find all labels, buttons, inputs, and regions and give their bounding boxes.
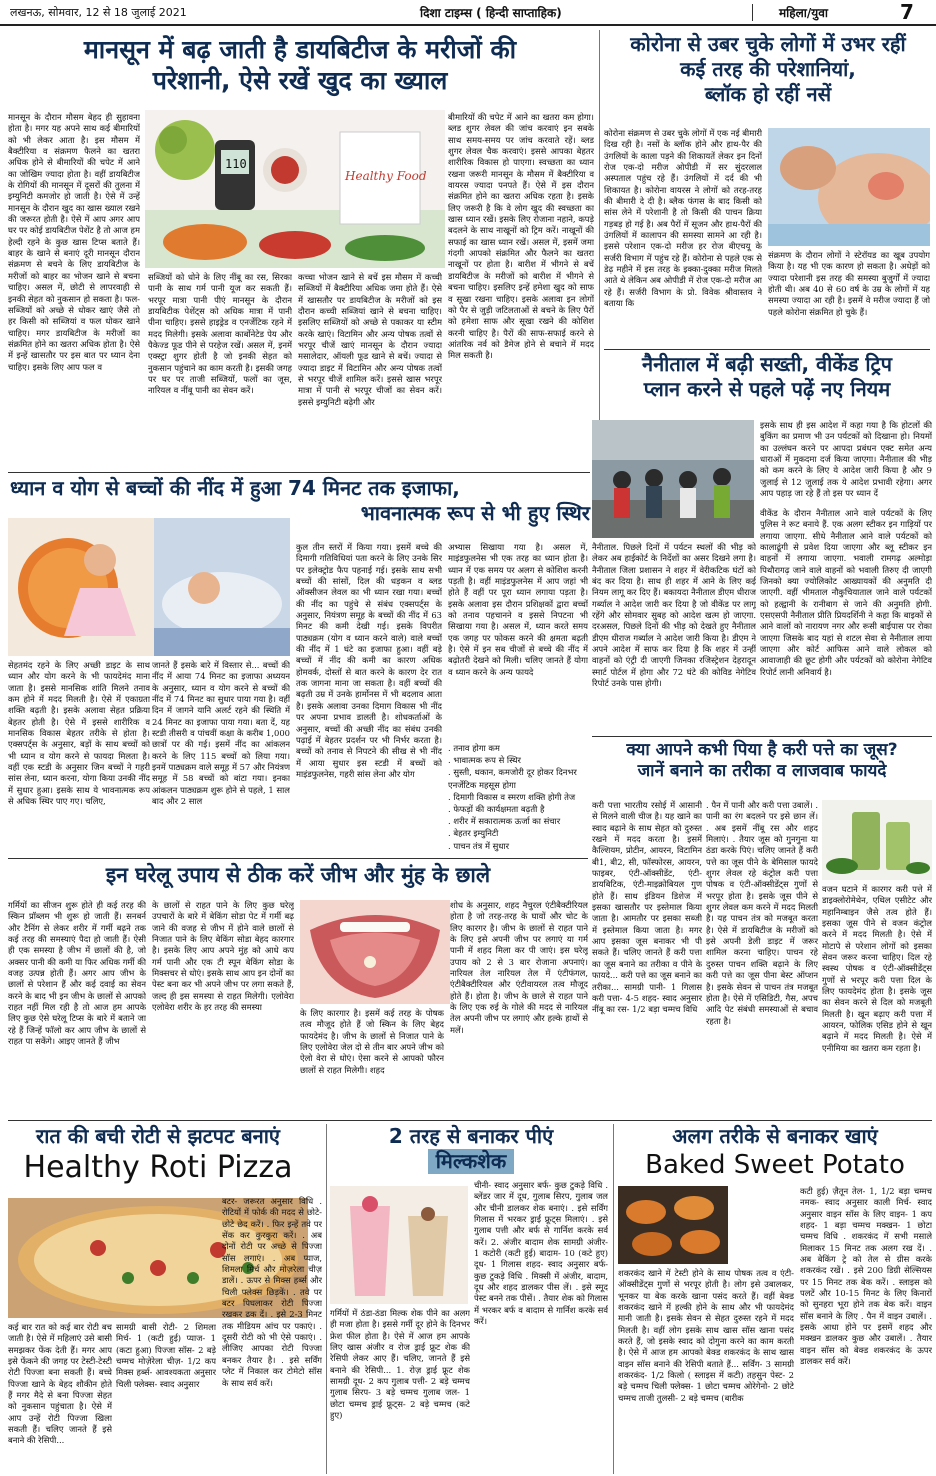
meditation-col-4 [448,542,588,854]
sweetpotato-headline: अलग तरीके से बनाकर खाएं Baked Sweet Potato [645,1124,905,1180]
milkshake-col-2: चीनी- स्वाद अनुसार बर्फ- कुछ टुकड़े विधि . ब्लेंडर जार में दूध, गुलाब सिरप, गुलाब जल और चीनी डालकर शेक बनाएं। . इसे सर्विंग गिलास में भरकर ड्राई फ्रूट्स मिलाएं। . इसे गुलाब पत्ती और बर्फ से गार्निश करके सर्व करें। 2. अंजीर बादाम शेक सामग्री अंजीर- 1 कटोरी (कटी हुई) बादाम- 10 (कटे हुए) दूध- 1 गिलास शहद- स्वाद अनुसार बर्फ- कुछ टुकड़े विधि . मिक्सी में अंजीर, बादाम, दूध और शहद डालकर पीस लें। . इसे स्मूद पेस्ट बनने तक पीसें। . तैयार शेक को गिलास में भरकर बर्फ व बादाम से गार्निश करके सर्व करें। [474,1180,608,1327]
meditation-col-4-text: अभ्यास सिखाया गया है। असल में, माइंडफुलनेस भी एक तरह का ध्यान होता है। ध्यान में एक समय पर अलग से कोशिश करनी पड़ती है। वहीं माइंडफुलनेस में आप जहां भी होते हैं वहीं पर पूरा ध्यान लगाया पड़ता है। इसके अलावा इस दौरान प्रशिक्षकों द्वारा बच्चों को तनाव पहचानने व इससे निपटना भी सिखाया गया है। असल में, ध्यान करते समय एक जगह पर फोकस करने की क्षमता बढ़ती है। ऐसे में इन सब चीजों से बच्चे की नींद में बढ़ोतरी देखने को मिली। चलिए जानते हैं योगा व ध्यान करने के अन्य फायदे [448,542,588,677]
nainital-headline: नैनीताल में बढ़ी सख्ती, वीकेंड ट्रिप प्लान करने से पहले पढ़ें नए नियम [641,352,892,401]
pizza-headline: रात की बची रोटी से झटपट बनाएं Healthy Roti Pizza [23,1124,293,1185]
meditation-col-3: कुल तीन स्तरों में किया गया। इसमें बच्चे की दिमागी गतिविधियां पता करने के लिए उनके सिर पर इलेक्ट्रोड फैप पहनाई गई। इसके साथ सभी बच्चों की सांसों, दिल की धड़कन व ब्लड ऑक्सीजन लेवल का भी ध्यान रखा गया। बच्चों की नींद का पहुंचे से संबंध एक्सपर्ट्स के अनुसार, नियंत्रण समूह के बच्चों की नींद में 63 मिनट की कमी देखी गई। इसके विपरीत पाठ्यक्रम (योग व ध्यान करने वाले) वाले बच्चों की नींद में 1 घंटे का इजाफा हुआ। वहीं बड़े बच्चों में नींद की कमी का कारण अधिक होमवर्क, दोस्तों से बात करने के कारण देर रात तक जागना माना जा सकता है। वहीं बच्चों की बढ़ती उम्र में उनके हार्मोनस में भी बदलाव आता है। इसके अलावा उनका दिमाग विकास भी नींद पर अपना प्रभाव डालती है। शोधकर्ताओं के अनुसार, बच्चों की अच्छी नींद का संबंध उनकी पढ़ाई में बेहतर प्रदर्शन पर भी निर्भर करता है। बच्चों को तनाव से निपटने की सीख से भी नींद में आया सुधार इस स्टडी में बच्चों को माइंडफुलनेस, गहरी सांस लेना और योग [296,542,442,779]
corona-bottom-rule [604,349,930,350]
issue-date: लखनऊ, सोमवार, 12 से 18 जुलाई 2021 [10,6,187,19]
ulcer-col-1: गर्मियों का सीजन शुरू होते ही कई तरह की स्किन प्रॉब्लम भी शुरू हो जाती हैं। सनबर्न और टैनिंग से लेकर शरीर में गर्मी बढ़ने तक कई तरह की समस्याएं पैदा हो जाती हैं। ऐसी ही एक समस्या है जीभ में छालों की है, जो अक्सर पानी की कमी या फिर अधिक गर्मी की वजह उत्पन्न होती हैं। अगर आप जीभ के छालों से परेशान हैं और कई दवाई का सेवन करने के बाद भी इन जीभ के छालों से आपको राहत नहीं मिल रही है तो आज हम आपके लिए कुछ ऐसे घरेलू टिप्स के बारे में बताने जा रहे हैं जिन्हें फॉलो कर आप जीभ के छालों से राहत पा सकेंगे। आइए जानते हैं जीभ [8,900,146,1047]
milkshake-col-1: गर्मियों में ठंडा-ठंडा मिल्क शेक पीने का अलग ही मजा होता है। इससे गर्मी दूर होने के दिनभर फ्रेश फील होता है। ऐसे में आज हम आपके लिए खास अंजीर व रोज ड्राई फ्रूट शेक की रेसिपी लेकर आए हैं। चलिए, जानते हैं इसे बनाने की रेसिपी... 1. रोज़ ड्राई फ्रूट शेक सामग्री दूध- 2 कप गुलाब पत्ती- 2 बड़े चम्मच गुलाब सिरप- 3 बड़े चम्मच गुलाब जल- 1 छोटा चम्मच ड्राई फ्रूट्स- 2 बड़े चम्मच (कटे हुए) [330,1308,470,1421]
benefit-item: . पाचन तंत्र में सुधार [448,840,510,851]
ulcer-col-2: के छालों से राहत पाने के लिए कुछ घरेलू उपचारों के बारे में बेकिंग सोडा पेट में गर्मी बढ़ जाने की वजह से जीभ में होने वाले छालों से निजात पाने के लिए बेकिंग सोडा बेहद कारगार है। इसके लिए आप अपने मुंह को आधे कप गर्म पानी और एक टी स्पून बेकिंग सोडा के मिक्सचर से धोएं। इसके साथ आप इन दोनों का पेस्ट बना कर भी अपने जीभ पर लगा सकते हैं, जल्द ही इस समस्या से राहत मिलेगी। एलोवेरा एलोवेरा शरीर के हर तरह की समस्या [152,900,294,1013]
corona-photo [768,128,930,246]
section-name: महिला/युवा [752,4,882,21]
meditation-photo [8,518,290,656]
tongue-photo [300,900,450,1004]
benefit-item: . तनाव होगा कम [448,743,500,753]
ulcer-col-4: शोध के अनुसार, शहद नैचुरल एंटीबैक्टीरियल होता है जो तरह-तरह के घावों और चोट के लिए कारगर है। जीभ के छालों से राहत पाने के लिए इसे अपनी जीभ पर लगाएं या गर्म पानी में शहद मिला कर पी जाएं। इस घरेलू उपाय को 2 से 3 बार रोजाना अपनाएं। नारियल तेल नारियल तेल में एंटीफंगल, एंटीबैक्टीरियल और एंटीवायरल तत्व मौजूद होते हैं। होता है। जीभ के छाले से राहत पाने के लिए एक रुई के गोले की मदद से नारियल तेल अपनी जीभ पर लगाएं और हल्के हाथों से मलें। [450,900,588,1035]
pizza-col-2: सामग्री बासी रोटी- 2 शिमला मिर्च- 1 (कटी हुई) प्याज- 1 (कटा हुआ) पिज्जा सॉस- 2 बड़े चम्मच मोज़ेरेला चीज़- 1/2 कप मिक्स हर्ब्स- आवश्यकता अनुसार चिली फ्लेक्स- स्वाद अनुसार [116,1322,216,1389]
ulcer-headline: इन घरेलू उपाय से ठीक करें जीभ और मुंह के छाले [105,863,491,887]
pizza-col-1: कई बार रात को कई बार रोटी बच जाती है। ऐसे में महिलाएं उसे बासी समझकर फेंक देती हैं। मगर आप इसे फेंकने की जगह पर टेस्टी-टेस्टी रोटी पिज्जा बना सकती हैं। बच्चे पिज्जा खाने के बेहद शौकीन होते हैं मगर मैदे से बना पिज्जा सेहत को नुकसान पहुंचाता है। ऐसे में आप उन्हें रोटी पिज्जा खिला सकती हैं। चलिए जानते हैं इसे बनाने की रेसिपी... [8,1322,112,1446]
meditation-col-2: जानते हैं इसके बारे में विस्तार से... बच्चों की नींद में आया 74 मिनट का इजाफा अध्ययन के अनुसार, ध्यान व योग करने से बच्चों की नींद में 74 मिनट का सुधार पाया गया है। वहीं दिन में जागने यानि अलर्ट रहने की स्थिति में 24 मिनट का इजाफा पाया गया। बता दें, यह स्टडी तीसरी व पांचवीं कक्षा के करीब 1,000 छात्रों पर की गई। इसमें नींद का आंकलन करने के लिए 115 बच्चों को लिया गया। इनमें पाठ्यक्रम वाले समूह में 57 और नियंत्रण समूह में 58 बच्चों को बांटा गया। इनका आंकलन पाठ्यक्रम शुरू होने से पहले, 1 साल बाद और 2 साल [152,660,290,807]
ulcer-col-3: के लिए कारगार है। इसमें कई तरह के पोषक तत्व मौजूद होते हैं जो स्किन के लिए बेहद फायदेमंद है। जीभ के छालों से निजात पाने के लिए एलोवेरा जेल दो से तीन बार अपने जीभ को ऐलो वेरा से धोएं। ऐसा करने से आपको फौरन छालों से राहत मिलेगी। शहद [300,1008,444,1075]
main-column-divider [599,30,600,470]
recipes-top-rule [8,1120,932,1121]
nainital-col-1: इसके साथ ही इस आदेश में कहा गया है कि होटलों की बुकिंग का प्रमाण भी उन पर्यटकों को दिखाना हो। नियमों का उल्लंघन करने पर आपदा प्रबंधन एक्ट समेत अन्य धाराओं में मुकदमा दर्ज किया जाएगा। नैनीताल की भीड़ को कम करने के लिए ये आदेश जारी किया है और 9 जुलाई से 12 जुलाई तक ये आदेश प्रभावी रहेगा। अगर आप पहाड़ जा रहे हैं तो इस पर ध्यान दें [760,420,932,499]
benefit-item: . बेहतर इम्युनिटी [448,828,499,839]
curry-headline: क्या आपने कभी पिया है करी पत्ते का जूस? जानें बनाने का तरीका व लाजवाब फायदे [626,740,898,782]
diabetes-headline: मानसून में बढ़ जाती है डायबिटीज के मरीजों की परेशानी, ऐसे रखें खुद का ख्याल [83,35,517,96]
pizza-divider [326,1124,327,1474]
meditation-headline: ध्यान व योग से बच्चों की नींद में हुआ 74 मिनट तक इजाफा, भावनात्मक रूप से भी हुए स्थिर [10,476,590,525]
newspaper-name: दिशा टाइम्स ( हिन्दी साप्ताहिक) [420,6,562,20]
nainital-photo [592,420,754,538]
diabetes-col-2: सब्जियों को धोने के लिए नींबू का रस, सिरका पानी के साथ गर्म पानी यूज कर सकती हैं। भरपूर मात्रा पानी पीएं मानसून के दौरान डायबिटीक पेशेंट्स को अधिक मात्रा में पानी पीना चाहिए। इससे हाइड्रेड व एनर्जेटिक रहने में मदद मिलेगी। इसके अलावा कार्बोनेटेड पेय और पैकेज्ड फूड पीने से परहेज रखें। असल में, इनमें एक्स्ट्रा शुगर होती है जो इनकी सेहत को नुकसान पहुंचाने का काम करती है। इसकी जगह पर घर पर ताजी सब्जियों, फलों का जूस, नारियल व नींबू पानी का सेवन करें। [148,272,292,396]
milkshake-headline: 2 तरह से बनाकर पीएं मिल्कशेक [388,1124,554,1173]
ulcer-top-rule [8,858,588,859]
nainital-col-3: वीकेंड के दौरान नैनीताल आने वाले पर्यटकों के लिए पुलिस ने रूट बनाये हैं. एक अलग स्टीकर इन गाड़ियों पर लगाया जाएगा. सीधे नैनीताल आने वाले पर्यटकों को कालाढूंगी से प्रवेश दिया जाएगा और ब्लू स्टीकर इन वाहनों में लगाया जाएगा. भवाली रामगढ़ अल्मोड़ा पिथौरागढ़ जाने वाले वाहनों को भवाली तिरुए दी जाएगी जिनको क्या ज्योलिकोट आख्यायकों की अनुमति दी जाएगी. वहीं भीमताल नौकुचियाताल जाने वाले पर्यटकों को हल्द्वानी के रानीबाग से जाने की अनुमति होगी. एसएसपी नैनीताल प्रीति प्रियदर्शिनी ने कहा कि बाइकों से आने वालों को नारायण नगर और रूसी बाईपास पर रोका जाएगा जिसके बाद यहां से शटल सेवा से नैनीताल लाया जाएगा और कोर्ट आफिस आने वाले लोकल को आवाजाही की छूट होगी और पर्यटकों को कोरोना नेगेटिव रिपोर्ट लानी अनिवार्य है। [760,508,932,677]
curry-juice-photo [822,800,932,880]
corona-col-1: कोरोना संक्रमण से उबर चुके लोगों में एक नई बीमारी दिख रही है। नसों के ब्लॉक होने और हाथ-पैर की उंगलियों के काला पड़ने की शिकायतें लेकर इन दिनों रोज एक-दो मरीज ओपीडी में सर सुंदरलाल अस्पताल पहुंच रहे हैं। उंगलियों में दर्द की भी शिकायत है। कोरोना वायरस ने लोगों को तरह-तरह की बीमारी दे दी है। ब्लैक फंगस के बाद किसी को सांस लेने में परेशानी है तो किसी की पाचन क्रिया गड़बड़ हो गई है। अब पैरों में सूजन और हाथ-पैरों की उंगलियों में कालापन की समस्या सामने आ रही है। इससे परेशान एक-दो मरीज हर रोज बीएचयू के सर्जरी विभाग में पहुंच रहे हैं। कोरोना से पहले एक से डेढ़ महीने में इस तरह के इक्का-दुक्का मरीज मिलते आते थे लेकिन अब ओपीडी में रोज एक-दो मरीज आ रहे हैं। सर्जरी विभाग के प्रो. विवेक श्रीवास्तव ने बताया कि [604,128,762,309]
diabetes-photo [145,110,445,268]
page-number: 7 [900,0,914,24]
benefit-item: . सुस्ती, थकान, कमजोरी दूर होकर दिनभर एनर्जेटिक महसूस होगा [448,767,577,790]
benefit-list [448,742,588,852]
healthy-food-note: Healthy Food [345,169,427,183]
sweetpotato-col-1: शकरकंद खाने में टेस्टी होने के साथ पोषक तत्व व एंटी-ऑक्सीडेंट्स गुणों से भरपूर होती है। लोग इसे उबालकर, भूनकर या बेक करके खाना पसंद करते हैं। वहीं बेक्ड शकरकंद खाने में हल्की होने के साथ और भी फायदेमंद मानी जाती है। इसके सेवन से सेहत दुरुस्त रहने में मदद मिलती है। वहीं लोग इसके साथ खास सॉस खाना पसंद करते हैं, जो इसके स्वाद को दोगुना करने का काम करती है। ऐसे में आज हम आपको बेक्ड शकरकंद के साथ खास वाइन सॉस बनाने की रेसिपी बताते हैं... सर्विंग- 3 सामग्री शकरकंद- 1/2 किलो ( स्लाइस में कटी) तहसुन पेस्ट- 2 बड़े चम्मच चिली फ्लेक्स- 1 छोटा चम्मच ओरेगेनो- 2 छोटे चम्मच ताजी तुलसी- 2 बड़े चम्मच (बारीक [618,1268,794,1403]
curry-col-1: करी पत्ता भारतीय रसोई में आसानी से मिलने वाली चीज है। यह खाने का स्वाद बढ़ाने के साथ सेहत को दुरुस्त रखने में मदद करता है। इसमें कैल्शियम, प्रोटीन, आयरन, विटामिन बी1, बी2, सी, फॉस्फोरस, आयरन, फाइबर, एंटी-ऑक्सीडेंट, एंटी-डायबिटिक, एंटी-माइक्रोबियल गुण होते हैं। साथ इंडियन डिशेज में इसका खासतौर पर इस्तेमाल किया जाता है। आमतौर पर इसका सब्जी में इस्तेमाल किया जाता है। मगर आप इसका जूस बनाकर भी पी सकते हैं। चलिए जानते हैं करी पत्ता का जूस बनाने का तरीका व पीने के फायदे... करी पत्ते का जूस बनाने का तरीका... सामग्री पानी- 1 गिलास करी पत्ता- 4-5 शहद- स्वाद अनुसार नींबू का रस- 1/2 बड़ा चम्मच विधि [592,800,702,1015]
curry-top-rule [592,736,932,737]
benefit-item: . फेफड़ों की कार्यक्षमता बढ़ती है [448,803,545,814]
corona-col-2: संक्रमण के दौरान लोगों ने स्टेरॉयड का खूब उपयोग किया है। यह भी एक कारण हो सकता है। अधेड़ों को ज्यादा परेशानी इस तरह की समस्या बुजुर्गों में ज्यादा होती थी। अब 40 से 60 वर्ष के उम्र के लोगों में यह समस्या ज्यादा आ रही है। इसमें वे मरीज ज्यादा हैं जो पहले कोरोना संक्रमित हो चुके हैं। [768,250,930,317]
sweetpotato-col-2: कटी हुई) ज़ैतून तेल- 1, 1/2 बड़ा चम्मच नमक- स्वाद अनुसार काली मिर्च- स्वाद अनुसार वाइन सॉस के लिए वाइन- 1 कप शहद- 1 बड़ा चम्मच मक्खन- 1 छोटा चम्मच विधि . शकरकंद में सभी मसाले मिलाकर 15 मिनट तक अलग रख दें। . अब बेकिंग ट्रे को तेल से ग्रीस करके शकरकंद रखें। . इसे 200 डिग्री सेल्सियस पर 15 मिनट तक बेक करें। . स्लाइस को पलटें और 10-15 मिनट के लिए किनारों को सुनहरा भूरा होने तक बेक करें। वाइन सॉस बनाने के लिए . पैन में वाइन उबालें। . इसके आधा होने पर इसमें शहद और मक्खन डालकर कुछ और उबालें। . तैयार वाइन सॉस को बेक्ड शकरकंद के ऊपर डालकर सर्व करें। [800,1186,932,1367]
milkshake-photo [330,1186,468,1304]
glucometer-reading: 110 [225,157,247,171]
diabetes-col-3: कच्चा भोजन खाने से बचें इस मौसम में कच्ची सब्जियों में बैक्टीरिया अधिक जमा होते हैं। ऐसे में खासतौर पर डायबिटीज के मरीजों को इस दौरान कच्ची सब्जियां खाने से बचना चाहिए। इसलिए सब्जियों को अच्छे से पकाकर या स्टीम करके खाएं। विटामिन और अन्य पोषक तत्वों से भरपूर चीजें खाएं मानसून के दौरान ज्यादा मसालेदार, ऑयली फूड खाने से बचें। ज्यादा से ज्यादा डाइट में विटामिन और अन्य पोषक तत्वों से भरपूर चीजें शामिल करें। इससे खास भरपूर मात्रा में पानी से भरपूर चीजों का सेवन करें। इससे इम्युनिटी बढ़ेगी और [298,272,442,407]
meditation-col-1: सेहतमंद रहने के लिए अच्छी डाइट के साथ ध्यान और योग करने के भी फायदेमंद माना जाता है। इससे मानसिक शांति मिलने तनाव कम होने में मदद मिलती है। ऐसे में एकाग्रता शक्ति बढ़ती है। इसके अलावा सेहत प्रक्रिया बेहतर होती है। ऐसे में इससे शारीरिक व मानसिक विकास बेहतर तरीके से होता है। एक्सपर्ट्स के अनुसार, बड़ों के साथ बच्चों को भी ध्यान व योग करने से फायदा मिलता है। वहीं एक स्टडी के अनुसार जिन बच्चों ने गहरी सांस लेना, ध्यान करना, योगा किया उनकी नींद में सुधार हुआ। इसके साथ ये भावनात्मक रूप से अधिक स्थिर पाए गए। चलिए, [8,660,150,807]
benefit-item: . शरीर में सकारात्मक ऊर्जा का संचार [448,816,561,827]
curry-col-2: . पैन में पानी और करी पत्ता उबालें। . पानी का रंग बदलने पर इसे छान लें। . अब इसमें नींबू रस और शहद मिलाएं। . तैयार जूस को गुनगुना या ठंडा करके पिएं। चलिए जानते हैं करी पत्ते का जूस पीने के बेमिसाल फायदे शुगर लेवल रहे कंट्रोल करी पत्ता पोषक व एंटी-ऑक्सीडेंट्स गुणों से भरपूर होता है। इसके जूस पीने से शुगर लेवल कम करने में मदद मिलती है। यह पाचन तंत्र को मजबूत करता है। ऐसे में डायबिटीज के मरीजों को इसे अपनी डेली डाइट में जरूर शामिल करना चाहिए। पाचन रहे दुरुस्त पाचन शक्ति बढ़ाने के लिए करी पत्ते का जूस पीना बेस्ट ऑप्शन है। इसके सेवन से पाचन तंत्र मजबूत होता है। ऐसे में एसिडिटी, गैस, अपच आदि पेट संबंधी समस्याओं से बचाव रहता है। [706,800,818,1026]
benefit-item: . दिमागी विकास व स्मरण शक्ति होगी तेज [448,791,576,802]
benefit-item: . भावात्मक रूप से स्थिर [448,755,521,766]
meditation-top-rule [8,472,590,473]
curry-col-3: वजन घटाने में कारगर करी पत्ते में डाइक्लोरोमेथेन, एथिल एसीटेट और महानिम्बाइन जैसे तत्व होते हैं। इसका जूस पीने से वजन कंट्रोल करने में मदद मिलती है। ऐसे में मोटापे से परेशान लोगों को इसका सेवन जरूर करना चाहिए। दिल रहे स्वस्थ पोषक व एंटी-ऑक्सीडेंट्स गुणों से भरपूर करी पत्ता दिल के लिए फायदेमंद होता है। इसके जूस का सेवन करने से दिल को मजबूती मिलती है। खून बढ़ाए करी पत्ता में आयरन, फोलिक एसिड होने से खून बढ़ाने में मदद मिलती है। ऐसे में एनीमिया का खतरा कम रहता है। [822,884,932,1053]
milkshake-divider [613,1124,614,1474]
pizza-col-3: बटर- जरूरत अनुसार विधि . रोटियों में फोर्क की मदद से छोटे- छोटे छेद करें। . फिर इन्हें तवे पर सेंक कर कुरकुरा करें। . अब दोनों रोटी पर अच्छे से पिज्जा सॉस लगाएं। . अब प्याज, शिमला मिर्च और मोज़रेला चीज़ डालें। . ऊपर से मिक्स हर्ब्स और चिली फ्लेक्स छिड़कें। . तवे पर बटर पिघलाकर रोटी पिज्जा रखकर ढक दें। . इसे 2-3 मिनट तक मीडियम आंच पर पकाएं। . दूसरी रोटी को भी ऐसे पकाएं। . लीजिए आपका रोटी पिज्जा बनकर तैयार है। . इसे सर्विंग प्लेट में निकाल कर टोमेटो सॉस के साथ सर्व करें। [222,1196,322,1388]
nainital-col-2: नैनीताल. पिछले दिनों में पर्यटन स्थलों की भीड़ को लेकर अब हाईकोर्ट के निर्देशों का असर दिखने लगा है। नैनीताल जिला प्रशासन ने शहर में वेरीकटिक घंटों को बंद कर दिया है। साथ ही शहर में आने के लिए कई नियम लागू कर दिए हैं। बकायदा नैनीताल डीएम धीराज गर्ब्याल ने आदेश जारी कर दिया है जो वीकेंड पर लागू रहेंगे और सोमवार सुबह को आदेश खत्म हो जाएगा. दरअसल, पिछले दिनों की भीड़ को देखते हुए नैनीताल डीएम धीराज गर्ब्याल ने आदेश जारी किया है। डीएम ने अपने आदेश में साफ कर दिया है कि शहर में उन्हीं वाहनों को एंट्री दी जाएगी जिनका रजिस्ट्रेशन देहरादून स्मार्ट पोर्टल में होगा और 72 घंटे की कोविड नेगेटिव रिपोर्ट उनके पास होगी। [592,542,756,689]
corona-headline: कोरोना से उबर चुके लोगों में उभर रहीं कई तरह की परेशानियां, ब्लॉक हो रहीं नसें [630,32,906,106]
diabetes-col-4: बीमारियों की चपेट में आने का खतरा कम होगा। ब्लड शुगर लेवल की जांच करवाएं इन सबके साथ समय-समय पर जांच करवाते रहें। ब्लड शुगर लेवल चैक करवाएं। इससे आपका बेहतर शारीरिक विकास हो पाएगा। स्वच्छता का ध्यान रखना जरूरी मानसून के मौसम में बैक्टीरिया व वायरस ज्यादा पनपते हैं। ऐसे में इस दौरान संक्रमित होने का खतरा अधिक रहता है। इसके लिए जरूरी है कि वे लोग खुद की स्वच्छता का खास ध्यान रखें। इसके लिए रोजाना नहाने, कपड़े बदलने के साथ नाखूनों को ट्रिम करें। नाखूनों की सफाई का खास ध्यान रखें। असल में, इसमें जमा गंदगी आपको संक्रमित और फैलने का खतरा नाखूनों पर होता है। बारीश में भीगने से बचें डायबिटीज के मरीजों को बारीश में भीगने से बचना चाहिए। इसलिए इन्हें हमेशा खुद को साफ व सूखा रखना चाहिए। इसके अलावा इन लोगों को पैर से जुड़ी जटिलताओं से बचने के लिए पैरों को हमेशा साफ और सूखा रखने की कोशिश करनी चाहिए है। पैरों की साफ-सफाई करने से आंतरिक नर्व को डैमेज होने से बचाने में मदद मिल सकती है। [448,112,594,361]
diabetes-col-1: मानसून के दौरान मौसम बेहद ही सुहावना होता है। मगर यह अपने साथ कई बीमारियों को भी लेकर आता है। इस मौसम में बैक्टीरिया व संक्रमण फैलने का खतरा अधिक होने से बीमारियों की चपेट में आने का जोखिम ज्यादा होता है। वहीं डायबिटीज के रोगियों की मानसून में दूसरों की तुलना में इम्युनिटी कमजोर हो जाती है। ऐसे में उन्हें मानसून के दौरान खुद का खास ख्याल रखने की जरूरत होती है। ऐसे में आप अगर आप घर पर कोई डायबिटीज पेशेंट है तो आज हम हेल्दी रहने के कुछ खास टिप्स बताते हैं। बाहर के खाने से बनाएं दूरी मानसून दौरान संक्रमण से बचने के लिए डायबिटीज के मरीजों को बाहर का भोजन खाने से बचना चाहिए। असल में, छोटी से लापरवाही से इनकी सेहत को नुकसान हो सकता है। फल- सब्जियों को अच्छे से धोकर खाएं जैसे तो हर किसी को सब्जियां व फल धोकर खाने चाहिए। मगर डायबिटीज के मरीजों का संक्रमित होने का खतरा अधिक होता है। ऐसे में इन्हें खासतौर पर इस बात पर ध्यान देना चाहिए। इसके लिए आप फल व [8,112,140,372]
